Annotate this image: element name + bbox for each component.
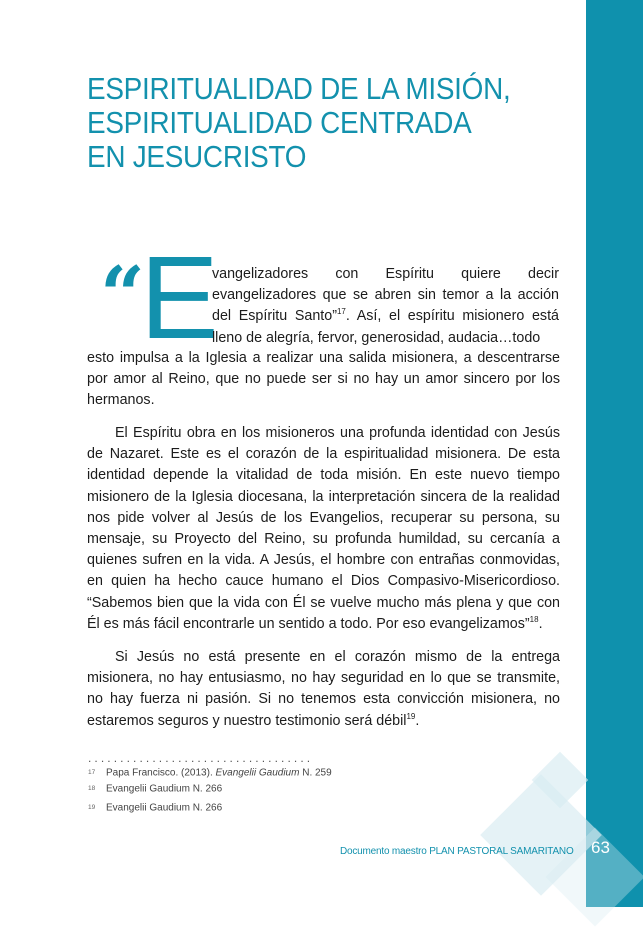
- paragraph-body: [87, 423, 560, 635]
- footnote-title: Evangelii Gaudium: [215, 767, 300, 779]
- footnote: [88, 783, 222, 796]
- footnote-ref: 19: [406, 711, 416, 721]
- title-line: EN JESUCRISTO: [87, 139, 307, 174]
- page-title: [87, 71, 511, 174]
- footnote-number: 17: [88, 769, 96, 776]
- document-footer-label: Documento maestro PLAN PASTORAL SAMARITANO: [340, 846, 574, 857]
- footnote: [88, 802, 222, 815]
- paragraph-text: El Espíritu obra en los misioneros una profunda identidad con Jesús de Nazaret. Este es el corazón de la espiritualidad misionera. De esta identidad depende la vitalidad de toda misión. En este nuevo tiempo misionero de la Iglesia diocesana, la interpretación sincera de la realidad nos pide volver al Jesús de los Evangelios, recuperar su persona, su mensaje, su Proyecto del Reino, su profunda humildad, su cercanía a quienes sufren en la vida. A Jesús, el hombre con entrañas conmovidas, en quien ha hecho cauce humano el Dios Compasivo-Misericordioso. “Sabemos bien que la vida con Él se vuelve mucho más plena y que con Él es más fácil encontrarle un sentido a todo. Por eso evangelizamos”: [87, 425, 560, 632]
- footnote-separator: ...................................: [88, 751, 314, 765]
- paragraph-text: . Así, el espíritu misionero está lleno de alegría, fervor, generosidad, audacia…todo: [212, 308, 559, 346]
- footnote-number: 18: [88, 785, 96, 792]
- footnote-ref: 17: [336, 307, 346, 317]
- title-line: ESPIRITUALIDAD CENTRADA: [87, 105, 472, 140]
- footnote-text: Evangelii Gaudium N. 266: [106, 783, 223, 795]
- paragraph-intro: [212, 264, 559, 349]
- footnote-text: N. 259: [299, 767, 332, 779]
- footnote-text: Evangelii Gaudium N. 266: [106, 802, 223, 814]
- page-number: 63: [591, 838, 610, 857]
- paragraph-text: Si Jesús no está presente en el corazón mismo de la entrega misionera, no hay entusiasmo, no hay seguridad en lo que se transmite, no hay fuerza ni pasión. Si no tenemos esta convicción misionera, no estaremos seguros y nuestro testimonio será débil: [87, 649, 560, 729]
- paragraph-end: .: [538, 615, 543, 632]
- paragraph-body: [87, 647, 560, 732]
- footnote-text: Papa Francisco. (2013).: [106, 767, 216, 779]
- footnote: [88, 767, 332, 780]
- footnote-number: 19: [88, 804, 96, 811]
- footnote-ref: 18: [529, 615, 539, 625]
- paragraph-text: vangelizadores con Espíritu quiere decir evangelizadores que se abren sin temor a la acción del Espíritu Santo”: [212, 266, 559, 325]
- title-line: ESPIRITUALIDAD DE LA MISIÓN,: [87, 71, 511, 106]
- paragraph-intro-continued: esto impulsa a la Iglesia a realizar una salida misionera, a descentrarse por amor al Reino, que no puede ser si no hay un amor sincero por los hermanos.: [87, 350, 560, 409]
- paragraph-end: .: [415, 712, 420, 729]
- quote-mark: “: [100, 250, 145, 341]
- drop-cap: E: [140, 232, 219, 364]
- side-color-bar: [586, 0, 643, 907]
